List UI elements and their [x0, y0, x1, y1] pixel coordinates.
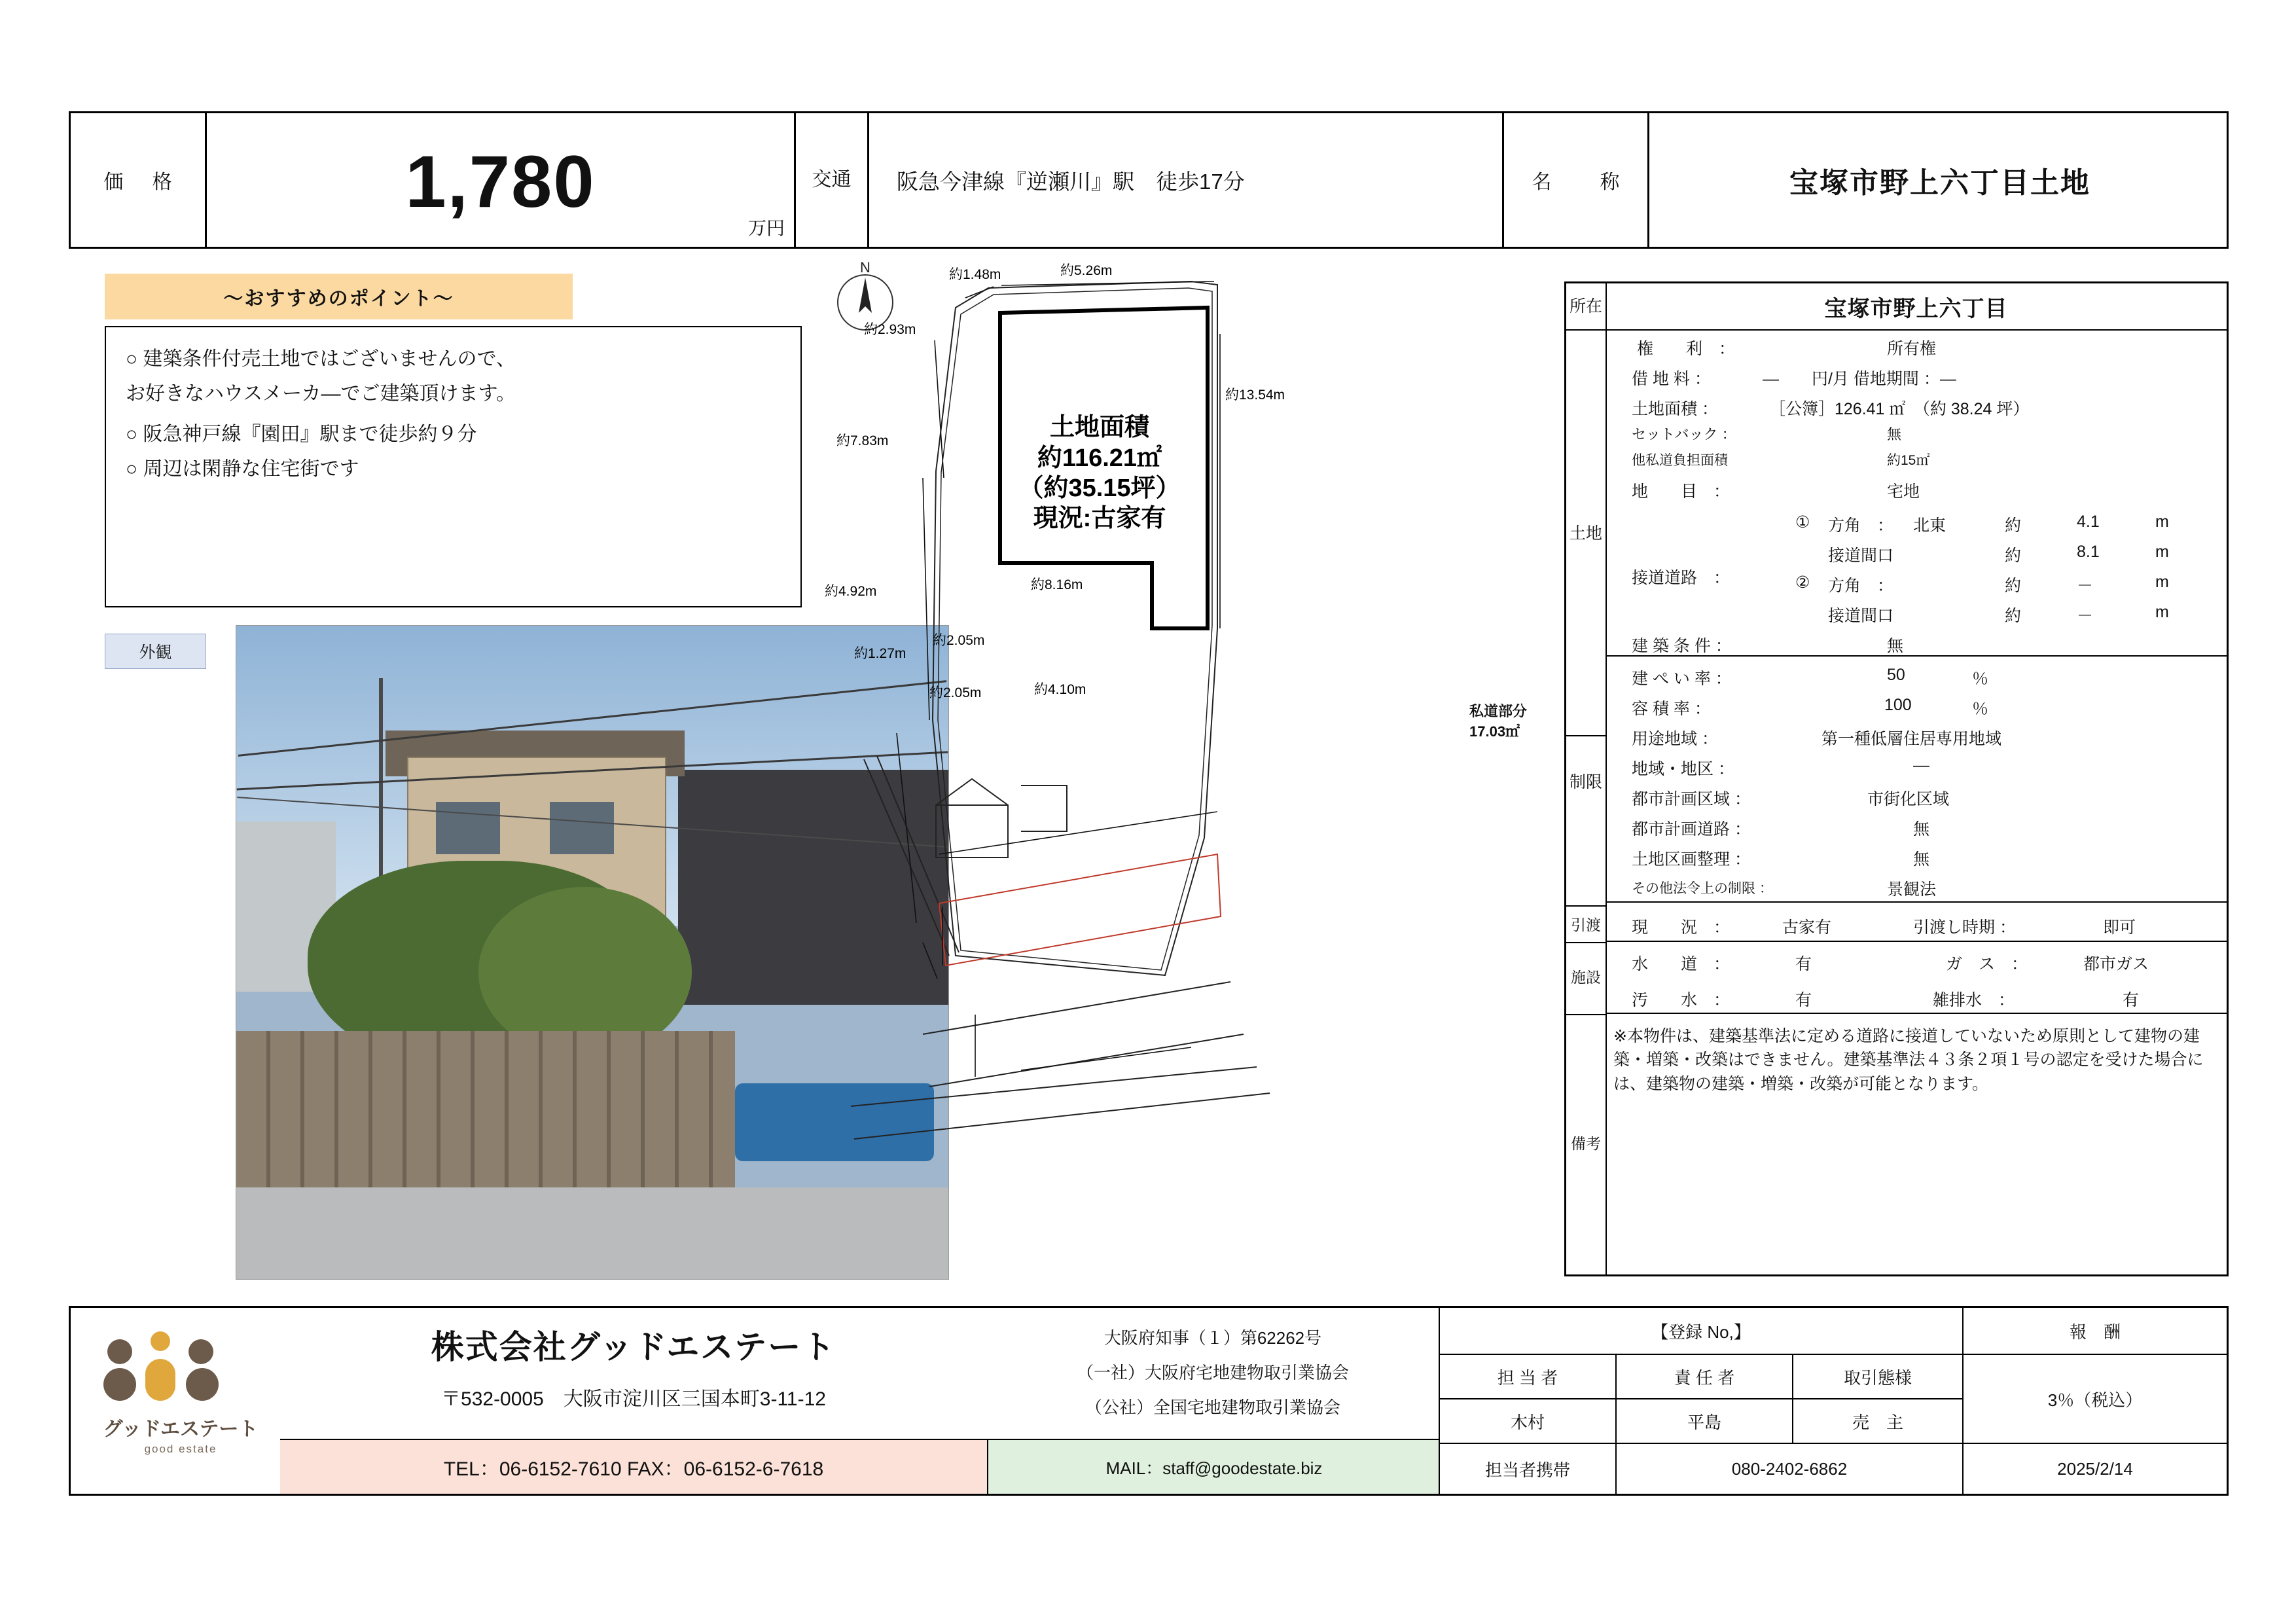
sekinin-label-cell — [1615, 1354, 1792, 1398]
limit-2-label: 用途地域 ： — [1632, 730, 1718, 748]
limit-6-label: 土地区画整理 ： — [1632, 850, 1751, 869]
dim-6: 約4.92m — [825, 584, 877, 599]
dim-11: 約4.10m — [1034, 682, 1086, 697]
group-note-text: 備考 — [1571, 1135, 1601, 1153]
limit-4-label: 都市計画区域 ： — [1632, 790, 1751, 808]
recommend-points-box — [105, 326, 802, 607]
row-right — [1605, 420, 2227, 446]
land-2-label: 土地面積 ： — [1632, 400, 1718, 418]
dim-10: 約2.05m — [929, 685, 982, 700]
registration-no-cell — [1439, 1308, 1962, 1354]
logo-name-text: グッドエステート — [103, 1418, 259, 1440]
facility-2-value: 有 — [1795, 991, 1812, 1009]
road-2-k2: 約 — [2005, 577, 2022, 595]
company-tel: TEL：06-6152-7610 FAX：06-6152-6-7618 — [443, 1458, 824, 1480]
dim-9: 約2.05m — [933, 633, 985, 648]
limit-0-unit: ％ — [1972, 670, 1989, 688]
company-tel-cell — [280, 1439, 987, 1494]
recommend-point-2: ○ 阪急神戸線『園田』駅まで徒歩約９分 — [126, 424, 477, 445]
remarks-text: ※本物件は、建築基準法に定める道路に接道していないため原則として建物の建築・増築・改築はできません。建築基準法４３条２項１号の認定を受けた場合には、建築物の建築・増築・改築が可能となります。 — [1613, 1027, 2204, 1093]
land-0-value: 所有権 — [1887, 340, 1937, 358]
price-label-text: 価 格 — [103, 171, 184, 193]
limit-row — [1605, 659, 2227, 689]
road-0-v2: 4.1 — [2077, 513, 2100, 531]
svg-text:N: N — [860, 262, 870, 276]
date-value: 2025/2/14 — [2057, 1458, 2133, 1479]
limit-5-value: 無 — [1913, 820, 1930, 839]
row-right — [1605, 359, 2227, 389]
land-2-value: ［公簿］126.41 ㎡ （約 38.24 坪） — [1769, 400, 2030, 418]
limit-row — [1605, 780, 2227, 810]
facility-0-value: 有 — [1795, 955, 1812, 973]
road-row — [1605, 506, 2227, 536]
limit-7-label: その他法令上の制限 ： — [1632, 881, 1773, 896]
logo-body-2 — [145, 1359, 175, 1401]
price-unit: 万円 — [747, 218, 785, 238]
facility-0-label: 水 道 ： — [1632, 955, 1731, 973]
facility-2-label: 汚 水 ： — [1632, 991, 1731, 1009]
company-mail: MAIL：staff@goodestate.biz — [1105, 1458, 1323, 1478]
logo-body-1 — [103, 1368, 136, 1401]
torihiki-value: 売 主 — [1852, 1412, 1903, 1432]
limit-row — [1605, 749, 2227, 780]
land-3-label: セットバック ： — [1632, 426, 1736, 442]
dim-3: 約2.93m — [864, 322, 916, 337]
land-4-value: 約15㎡ — [1887, 453, 1930, 468]
license-number: 大阪府知事（１）第62262号 — [1103, 1328, 1322, 1348]
land-1-value: ― 円/月 借地期間 ：― — [1763, 370, 1956, 388]
road-0-v1: 北東 — [1913, 516, 1946, 535]
price-label — [71, 113, 205, 247]
road-1-unit: m — [2155, 543, 2169, 561]
recommend-point-3: ○ 周辺は閑静な住宅街です — [126, 458, 359, 480]
group-delivery-text: 引渡 — [1571, 916, 1601, 933]
private-road-value: 17.03㎡ — [1469, 723, 1520, 740]
plan-status: 現況:古家有 — [1033, 505, 1166, 532]
association-2: （公社）全国宅地建物取引業協会 — [1085, 1398, 1340, 1417]
table-title-row — [1566, 283, 2227, 331]
private-road-note — [1469, 700, 1574, 741]
delivery-1-value: 即可 — [2103, 918, 2136, 937]
land-1-label: 借 地 料 ： — [1632, 370, 1711, 388]
company-info — [280, 1313, 987, 1411]
recommend-point-1-cont: お好きなハウスメーカ―でご建築頂けます。 — [126, 382, 516, 405]
build-condition-row — [1605, 626, 2227, 657]
road-0-k2: 約 — [2005, 516, 2022, 535]
group-facility-label — [1566, 942, 1607, 1015]
facility-row — [1605, 978, 2227, 1014]
facility-row — [1605, 942, 2227, 978]
delivery-row — [1605, 905, 2227, 942]
limit-4-value: 市街化区域 — [1867, 790, 1950, 808]
site-plan-drawing — [825, 262, 1545, 1276]
road-3-k1: 接道間口 — [1828, 607, 1894, 625]
limit-3-value: ― — [1913, 756, 1929, 774]
road-2-k1: 方角 ： — [1828, 577, 1894, 595]
build-cond-label: 建 築 条 件 ： — [1632, 637, 1732, 655]
reward-value-cell — [1962, 1354, 2227, 1443]
facility-1-label: ガ ス ： — [1946, 955, 2028, 973]
logo-sub-text: good estate — [144, 1443, 217, 1455]
road-3-unit: m — [2155, 603, 2169, 621]
photo-tag-text: 外観 — [139, 643, 172, 662]
land-4-label: 他私道負担面積 — [1632, 453, 1728, 468]
limit-row — [1605, 689, 2227, 719]
build-cond-value: 無 — [1887, 637, 1904, 655]
row-right — [1605, 446, 2227, 472]
price-amount: 1,780 — [405, 141, 596, 223]
logo-dot-2 — [151, 1331, 170, 1351]
torihiki-label-cell — [1792, 1354, 1962, 1398]
recommend-point-1: ○ 建築条件付売土地ではございませんので、 — [126, 348, 516, 370]
tanto-value: 木村 — [1510, 1412, 1545, 1432]
photo-house-window-right — [550, 802, 614, 854]
row-right — [1605, 472, 2227, 502]
plan-area-m2: 約116.21㎡ — [1037, 444, 1162, 472]
plan-area-title: 土地面積 — [1049, 414, 1150, 441]
company-mail-cell[interactable] — [987, 1439, 1440, 1494]
compass-icon — [838, 262, 893, 330]
road-row — [1605, 596, 2227, 626]
facility-3-label: 雑排水 ： — [1933, 991, 2015, 1009]
price-value-cell — [205, 113, 794, 247]
limit-row — [1605, 719, 2227, 749]
limit-row — [1605, 810, 2227, 840]
access-label-text: 交通 — [812, 169, 852, 191]
road-1-k2: 約 — [2005, 547, 2022, 565]
limit-1-value: 100 — [1884, 696, 1912, 714]
road-2-v2: － — [2077, 577, 2094, 595]
property-name-text: 宝塚市野上六丁目土地 — [1789, 167, 2090, 199]
recommend-title-text: ～おすすめのポイント～ — [223, 288, 454, 310]
delivery-0-label: 現 況 ： — [1632, 918, 1731, 937]
dim-4: 約13.54m — [1225, 388, 1285, 403]
land-0-label: 権 利 ： — [1637, 340, 1736, 358]
tanto-label: 担 当 者 — [1497, 1367, 1558, 1388]
property-name-label — [1502, 113, 1647, 247]
limit-1-unit: ％ — [1972, 700, 1989, 718]
header-bar — [69, 111, 2229, 249]
limit-6-value: 無 — [1913, 850, 1930, 869]
sekinin-value: 平島 — [1687, 1412, 1721, 1432]
row-right — [1605, 389, 2227, 420]
limit-row — [1605, 870, 2227, 903]
facility-3-value: 有 — [2123, 991, 2140, 1009]
property-name-label-text: 名 称 — [1532, 171, 1634, 193]
delivery-1-label: 引渡し時期 ： — [1913, 918, 2016, 937]
group-delivery-label — [1566, 905, 1607, 943]
road-1-v2: 8.1 — [2077, 543, 2100, 561]
plan-area-tsubo: （約35.15坪） — [1018, 475, 1181, 502]
tanto-value-cell — [1439, 1398, 1615, 1443]
company-logo — [90, 1327, 267, 1475]
sekinin-label: 責 任 者 — [1674, 1367, 1735, 1388]
reward-value: 3％（税込） — [2047, 1390, 2143, 1410]
group-note-label — [1566, 1014, 1607, 1274]
property-name-value-cell — [1647, 113, 2231, 247]
limit-3-label: 地域・地区 ： — [1632, 760, 1734, 778]
company-address: 〒532-0005 大阪市淀川区三国本町3-11-12 — [441, 1388, 826, 1410]
road-1-k1: 接道間口 — [1828, 547, 1894, 565]
location-value: 宝塚市野上六丁目 — [1824, 296, 2008, 321]
road-0-k1: 方角 ： — [1828, 516, 1894, 535]
photo-stone-wall — [236, 1031, 735, 1200]
limit-7-value: 景観法 — [1887, 880, 1937, 899]
limit-2-value: 第一種低層住居専用地域 — [1821, 730, 2002, 748]
sekinin-value-cell — [1615, 1398, 1792, 1443]
road-2-unit: m — [2155, 573, 2169, 591]
photo-house-window-left — [436, 802, 500, 854]
mobile-label: 担当者携帯 — [1484, 1460, 1570, 1480]
mobile-value-cell — [1615, 1443, 1962, 1494]
group-limit-label — [1566, 657, 1607, 907]
road-3-v2: － — [2077, 607, 2094, 625]
footer-company-bar — [69, 1306, 2229, 1496]
torihiki-label: 取引態様 — [1843, 1367, 1912, 1388]
limit-0-label: 建 ぺ い 率 ： — [1632, 670, 1732, 688]
road-0-unit: m — [2155, 513, 2169, 531]
date-cell — [1962, 1443, 2227, 1494]
photo-tag — [105, 634, 206, 669]
recommend-title-banner — [105, 274, 573, 319]
property-details-table — [1564, 281, 2229, 1276]
mobile-value: 080-2402-6862 — [1731, 1458, 1848, 1479]
reward-label: 報 酬 — [2069, 1322, 2121, 1342]
mobile-label-cell — [1439, 1443, 1615, 1494]
facility-1-value: 都市ガス — [2083, 955, 2149, 973]
group-limit-text: 制限 — [1569, 773, 1602, 791]
torihiki-value-cell — [1792, 1398, 1962, 1443]
dim-1: 約1.48m — [949, 267, 1001, 282]
logo-dot-3 — [188, 1339, 213, 1364]
road-row — [1605, 566, 2227, 596]
road-3-k2: 約 — [2005, 607, 2022, 625]
road-2-no: ② — [1795, 573, 1810, 592]
dim-2: 約5.26m — [1060, 263, 1113, 278]
land-5-label: 地 目 ： — [1632, 482, 1731, 501]
registration-no-label: 【登録 No,】 — [1651, 1322, 1751, 1342]
limit-5-label: 都市計画道路 ： — [1632, 820, 1751, 839]
license-info — [987, 1314, 1439, 1418]
road-0-no: ① — [1795, 513, 1810, 532]
private-road-label: 私道部分 — [1469, 703, 1528, 719]
limit-row — [1605, 840, 2227, 870]
access-value-cell — [867, 113, 1502, 247]
access-value-text: 阪急今津線『逆瀬川』駅 徒歩17分 — [897, 169, 1245, 194]
limit-1-label: 容 積 率 ： — [1632, 700, 1711, 718]
row-right — [1605, 329, 2227, 359]
dim-7: 約1.27m — [854, 646, 906, 661]
tanto-label-cell — [1439, 1354, 1615, 1398]
delivery-0-value: 古家有 — [1782, 918, 1832, 937]
dim-5: 約7.83m — [836, 433, 889, 448]
reward-label-cell — [1962, 1308, 2227, 1354]
logo-body-3 — [186, 1368, 219, 1401]
land-5-value: 宅地 — [1887, 482, 1920, 501]
location-label — [1566, 283, 1607, 329]
road-label: 接道道路 ： — [1632, 569, 1731, 587]
association-1: （一社）大阪府宅地建物取引業協会 — [1076, 1363, 1349, 1382]
group-land-text: 土地 — [1569, 524, 1602, 543]
road-row — [1605, 536, 2227, 566]
limit-0-value: 50 — [1887, 666, 1905, 684]
access-label — [794, 113, 867, 247]
land-3-value: 無 — [1887, 426, 1902, 442]
group-facility-text: 施設 — [1571, 969, 1601, 986]
location-label-text: 所在 — [1569, 297, 1602, 316]
logo-dot-1 — [107, 1339, 132, 1364]
company-name: 株式会社グッドエステート — [431, 1329, 836, 1365]
dim-8: 約8.16m — [1031, 577, 1083, 592]
